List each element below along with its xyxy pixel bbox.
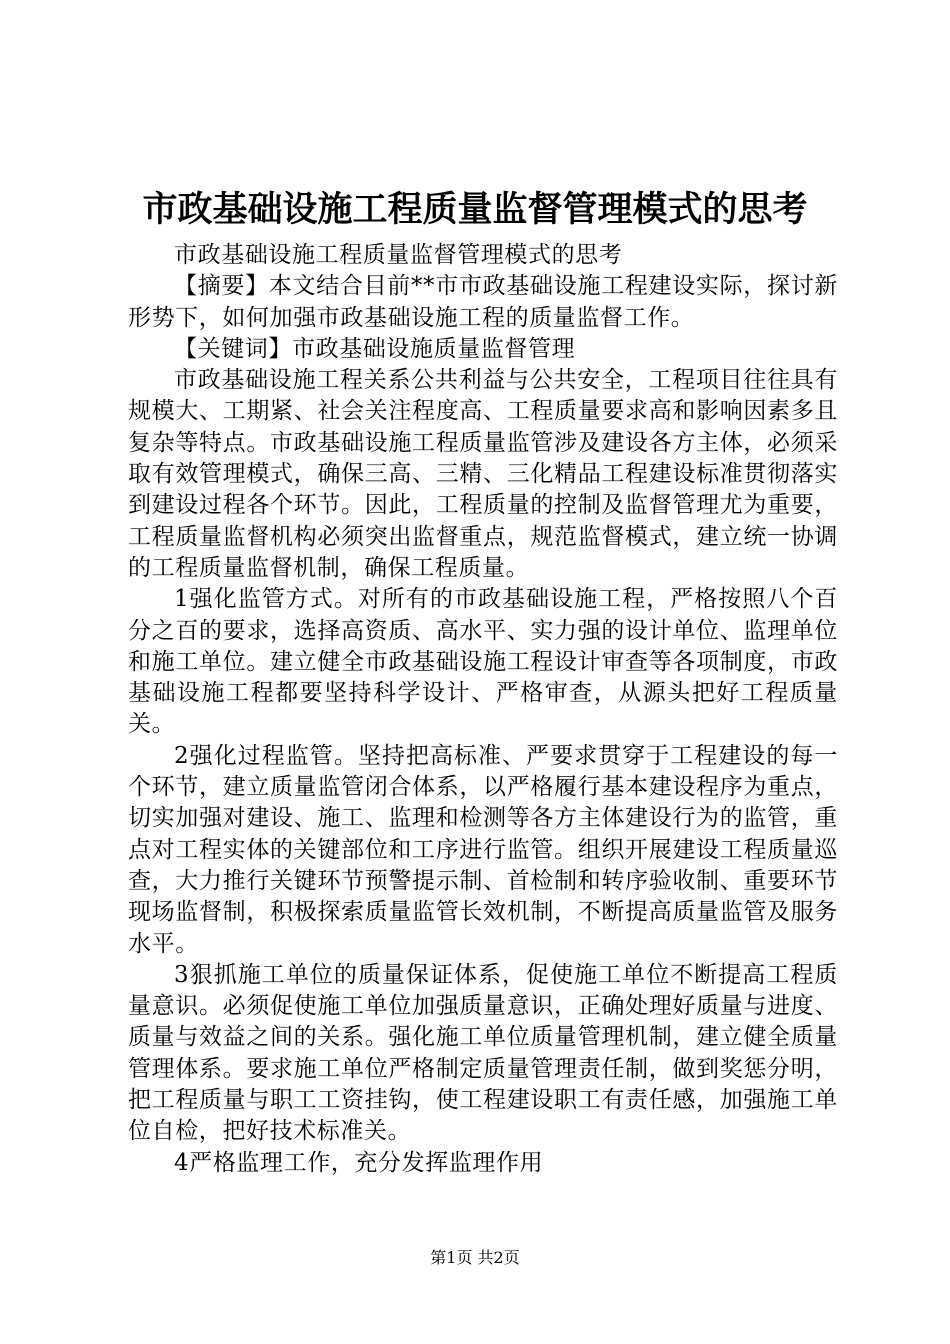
page-footer: 第1页 共2页 <box>430 1248 520 1267</box>
subtitle-paragraph: 市政基础设施工程质量监督管理模式的思考 <box>174 242 623 268</box>
keywords-paragraph: 【关键词】市政基础设施质量监督管理 <box>174 335 576 362</box>
intro-paragraph: 市政基础设施工程关系公共利益与公共安全，工程项目往往具有规模大、工期紧、社会关注程度高、工程质量要求高和影响因素多且复杂等特点。市政基础设施工程质量监管涉及建设各方主体，必须采取有效管理模式，确保三高、三精、三化精品工程建设标准贯彻落实到建设过程各个环节。因此，工程质量的控制及监督管理尤为重要，工程质量监督机构必须突出监督重点，规范监督模式，建立统一协调的工程质量监督机制，确保工程质量。 <box>128 367 838 581</box>
section-3-paragraph: 3狠抓施工单位的质量保证体系，促使施工单位不断提高工程质量意识。必须促使施工单位加强质量意识，正确处理好质量与进度、质量与效益之间的关系。强化施工单位质量管理机制，建立健全质量管理体系。要求施工单位严格制定质量管理责任制，做到奖惩分明，把工程质量与职工工资挂钩，使工程建设职工有责任感，加强施工单位自检，把好技术标准关。 <box>128 961 838 1145</box>
section-1-paragraph: 1强化监管方式。对所有的市政基础设施工程，严格按照八个百分之百的要求，选择高资质、高水平、实力强的设计单位、监理单位和施工单位。建立健全市政基础设施工程设计审查等各项制度，市政基础设施工程都要坚持科学设计、严格审查，从源头把好工程质量关。 <box>128 586 838 738</box>
section-4-paragraph: 4严格监理工作，充分发挥监理作用 <box>174 1149 544 1176</box>
abstract-paragraph: 【摘要】本文结合目前**市市政基础设施工程建设实际，探讨新形势下，如何加强市政基础设施工程的质量监督工作。 <box>128 273 838 331</box>
section-2-paragraph: 2强化过程监管。坚持把高标准、严要求贯穿于工程建设的每一个环节，建立质量监管闭合体系，以严格履行基本建设程序为重点，切实加强对建设、施工、监理和检测等各方主体建设行为的监管，重点对工程实体的关键部位和工序进行监管。组织开展建设工程质量巡查，大力推行关键环节预警提示制、首检制和转序验收制、重要环节现场监督制，积极探索质量监管长效机制，不断提高质量监管及服务水平。 <box>128 742 838 957</box>
document-title: 市政基础设施工程质量监督管理模式的思考 <box>142 189 808 230</box>
document-body <box>128 240 838 1179</box>
